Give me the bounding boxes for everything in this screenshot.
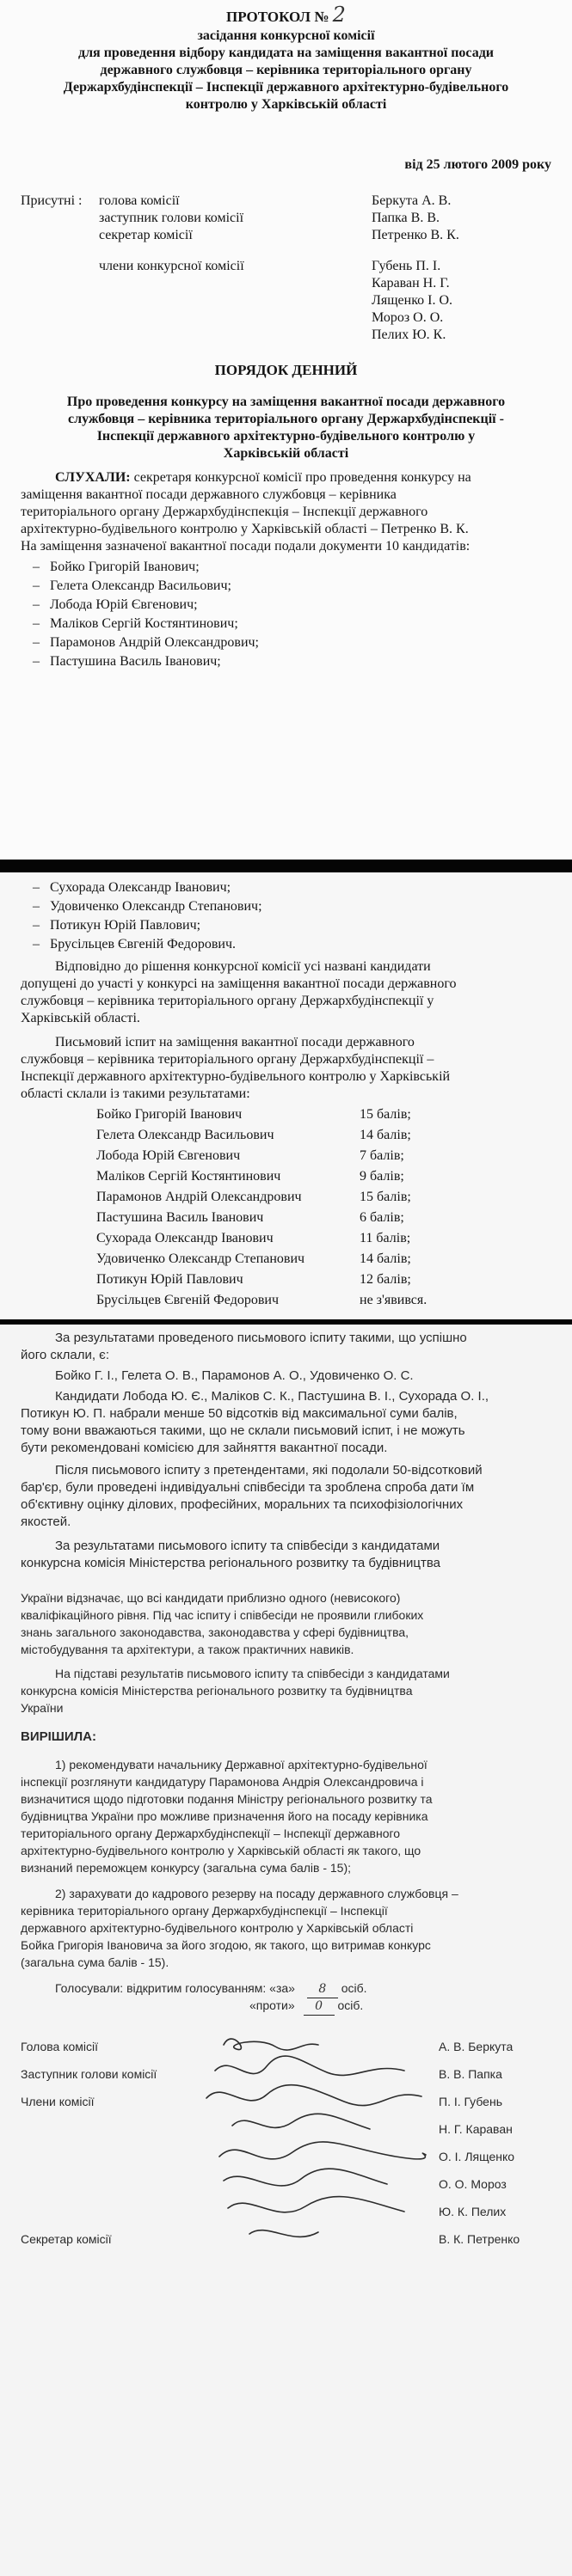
failed-line: Кандидати Лобода Ю. Є., Маліков С. К., Пастушина В. І., Сухорада О. І., [55, 1389, 489, 1404]
decision-line: визначитися щодо підготовки подання Міністру регіонального розвитку та [21, 1792, 433, 1806]
continuation-line: містобудування та архітектури, а також практичних навиків. [21, 1643, 354, 1656]
subject-line: Інспекції державного архітектурно-будівельного контролю у [96, 429, 476, 444]
title-line: для проведення відбору кандидата на заміщення вакантної посади [77, 46, 495, 60]
document-page-3 [0, 1325, 572, 2576]
continuation-line: кваліфікаційного рівня. Під час іспиту і співбесіди не проявили глибоких [21, 1608, 424, 1622]
exam-intro-line: Інспекції державного архітектурно-будівельного контролю у Харківській [21, 1069, 451, 1084]
result-name: Лобода Юрій Євгенович [96, 1148, 241, 1163]
signature-stroke [228, 2197, 404, 2212]
result-name: Бойко Григорій Іванович [96, 1107, 243, 1122]
attendance-name: Беркута А. В. [372, 193, 452, 208]
vote-line [55, 1979, 367, 1998]
result-line: конкурсна комісія Міністерства регіонального розвитку та будівництва [21, 1556, 441, 1570]
admission-line: службовця – керівника територіального органу Держархбудінспекції у [21, 994, 434, 1008]
signature-role: Голова комісії [21, 2040, 98, 2053]
continuation-line: України відзначає, що всі кандидати приблизно одного (невисокого) [21, 1591, 401, 1605]
signature-role: Секретар комісії [21, 2232, 112, 2246]
candidate-item: – Лобода Юрій Євгенович; [33, 597, 198, 614]
protocol-heading [0, 5, 572, 27]
decision-line: архітектурно-будівельного контролю у Харківській області як такого, що [21, 1844, 421, 1857]
signature-name: О. І. Лященко [439, 2150, 515, 2163]
result-score: 11 балів; [360, 1231, 411, 1245]
heard-label: СЛУХАЛИ: [55, 470, 131, 485]
decision-line: 2) зарахувати до кадрового резерву на посаду державного службовця – [55, 1887, 458, 1900]
signature-name: Н. Г. Караван [439, 2122, 513, 2136]
signature-name: А. В. Беркута [439, 2040, 514, 2053]
result-name: Маліков Сергій Костянтинович [96, 1169, 281, 1184]
signature-name: В. В. Папка [439, 2067, 502, 2081]
result-name: Брусільцев Євгеній Федорович [96, 1293, 279, 1307]
heard-line: На заміщення зазначеної вакантної посади подали документи 10 кандидатів: [21, 539, 471, 554]
signature-name: В. К. Петренко [439, 2232, 520, 2246]
exam-intro-line: Письмовий іспит на заміщення вакантної посади державного [55, 1035, 415, 1049]
member-name: Караван Н. Г. [372, 276, 450, 291]
result-name: Гелета Олександр Васильович [96, 1128, 274, 1142]
decided-label: ВИРІШИЛА: [21, 1729, 96, 1744]
decision-line: будівництва України про можливе призначення його на посаду керівника [21, 1809, 428, 1823]
attendance-role: заступник голови комісії [99, 211, 244, 225]
signature-stroke [224, 2169, 387, 2186]
subject-line: службовця – керівника територіального органу Держархбудінспекції - [68, 412, 504, 426]
continuation-line: знань загального законодавства, законодавства у сфері будівництва, [21, 1625, 409, 1639]
member-name: Пелих Ю. К. [372, 327, 446, 342]
decision-line: керівника територіального органу Держархбудінспекції – Інспекції [21, 1904, 388, 1918]
candidate-item: – Гелета Олександр Васильович; [33, 578, 231, 595]
attendance-name: Папка В. В. [372, 211, 440, 225]
decision-line: Бойка Григорія Івановича за його згодою, як такого, що витримав конкурс [21, 1938, 431, 1952]
title-line: державного службовця – керівника територіального органу [100, 63, 472, 77]
signature-stroke [232, 2114, 370, 2129]
member-name: Лященко І. О. [372, 293, 453, 308]
vote-for-count: 8 [307, 1980, 338, 1998]
result-name: Сухорада Олександр Іванович [96, 1231, 274, 1245]
decision-line: територіального органу Держархбудінспекції – Інспекції державного [21, 1826, 401, 1840]
candidate-item: – Брусільцев Євгеній Федорович. [33, 936, 236, 953]
result-name: Потикун Юрій Павлович [96, 1272, 243, 1287]
interview-line: бар'єр, були проведені індивідуальні співбесіди та зроблена спроба дати їм [21, 1480, 475, 1495]
candidate-item: – Сухорада Олександр Іванович; [33, 879, 231, 896]
result-score: 15 балів; [360, 1107, 411, 1122]
vote-against-label: «проти» [249, 1998, 295, 2012]
result-score: 12 балів; [360, 1272, 411, 1287]
exam-intro-line: області склали із такими результатами: [21, 1086, 250, 1101]
basis-line: України [21, 1701, 64, 1715]
subject-line: Харківській області [223, 446, 349, 461]
document-page-2 [0, 872, 572, 1319]
interview-line: якостей. [21, 1514, 71, 1529]
decision-line: державного архітектурно-будівельного контролю у Харківській області [21, 1921, 414, 1935]
decision-line: визнаний переможцем конкурсу (загальна сума балів - 15); [21, 1861, 352, 1875]
title-line: засідання конкурсної комісії [197, 28, 375, 43]
signature-stroke [219, 2142, 426, 2159]
signature-role: Заступник голови комісії [21, 2067, 157, 2081]
candidate-item: – Маліков Сергій Костянтинович; [33, 615, 238, 633]
result-score: 9 балів; [360, 1169, 404, 1184]
attendance-role: секретар комісії [99, 228, 193, 242]
attendance-role: голова комісії [99, 193, 180, 208]
signature-role: Члени комісії [21, 2095, 95, 2108]
result-score: 15 балів; [360, 1190, 411, 1204]
failed-line: Потикун Ю. П. набрали менше 50 відсотків від максимальної суми балів, [21, 1406, 458, 1421]
passed-line: його склали, є: [21, 1348, 109, 1362]
heard-line: секретаря конкурсної комісії про проведення конкурсу на [133, 470, 471, 485]
title-line: контролю у Харківській області [185, 97, 387, 112]
failed-line: тому вони вважаються такими, що не склали письмовий іспит, і не можуть [21, 1423, 465, 1438]
candidate-item: – Удовиченко Олександр Степанович; [33, 898, 262, 915]
agenda-subject [17, 394, 555, 462]
page-separator [0, 860, 572, 872]
vote-label: Голосували: відкритим голосуванням: «за» [55, 1981, 295, 1995]
vote-persons: осіб. [337, 1998, 364, 2012]
interview-line: Після письмового іспиту з претендентами, які подолали 50-відсотковий [55, 1463, 483, 1478]
interview-line: об'єктивну оцінку ділових, професійних, моральних та психофізіологічних [21, 1497, 464, 1512]
basis-line: На підставі результатів письмового іспиту та співбесіди з кандидатами [55, 1667, 450, 1680]
protocol-title [0, 28, 572, 113]
present-label: Присутні : [21, 193, 83, 208]
handwritten-signatures [198, 2028, 439, 2251]
protocol-date: від 25 лютого 2009 року [404, 157, 551, 172]
passed-line: За результатами проведеного письмового іспиту такими, що успішно [55, 1331, 467, 1345]
passed-names: Бойко Г. І., Гелета О. В., Парамонов А. О., Удовиченко О. С. [55, 1368, 414, 1383]
admission-line: Відповідно до рішення конкурсної комісії усі названі кандидати [55, 959, 431, 974]
protocol-number: 2 [332, 3, 346, 27]
result-score: 14 балів; [360, 1251, 411, 1266]
admission-line: Харківській області. [21, 1011, 140, 1025]
member-name: Губень П. І. [372, 259, 441, 273]
candidate-item: – Парамонов Андрій Олександрович; [33, 634, 259, 652]
result-score: не з'явився. [360, 1293, 427, 1307]
candidate-item: – Пастушина Василь Іванович; [33, 653, 221, 670]
agenda-heading: ПОРЯДОК ДЕННИЙ [214, 362, 358, 378]
heard-paragraph-line-1 [55, 469, 471, 486]
failed-line: бути рекомендовані комісією для зайняття вакантної посади. [21, 1441, 388, 1455]
heard-line: заміщення вакантної посади державного службовця – керівника [21, 487, 397, 502]
signature-stroke [249, 2230, 318, 2237]
decision-line: 1) рекомендувати начальнику Державної архітектурно-будівельної [55, 1758, 427, 1771]
candidate-item: – Бойко Григорій Іванович; [33, 559, 200, 576]
vote-persons: осіб. [341, 1981, 367, 1995]
admission-line: допущені до участі у конкурсі на заміщення вакантної посади державного [21, 976, 457, 991]
decision-line: інспекції розглянути кандидатуру Парамонова Андрія Олександровича і [21, 1775, 424, 1789]
signature-stroke [215, 2056, 404, 2075]
result-name: Пастушина Василь Іванович [96, 1210, 264, 1225]
protocol-label: ПРОТОКОЛ № [226, 9, 329, 25]
subject-line: Про проведення конкурсу на заміщення вакантної посади державного [66, 395, 506, 409]
vote-against-line [249, 1997, 363, 2016]
document-page-1 [0, 0, 572, 860]
decision-line: (загальна сума балів - 15). [21, 1955, 169, 1969]
signature-name: Ю. К. Пелих [439, 2205, 507, 2218]
heard-line: архітектурно-будівельного контролю у Харківській області – Петренко В. К. [21, 522, 469, 536]
signature-stroke [224, 2039, 318, 2050]
result-score: 6 балів; [360, 1210, 404, 1225]
result-name: Удовиченко Олександр Степанович [96, 1251, 305, 1266]
candidate-item: – Потикун Юрій Павлович; [33, 917, 200, 934]
vote-against-count: 0 [304, 1998, 335, 2016]
result-score: 14 балів; [360, 1128, 411, 1142]
result-line: За результатами письмового іспиту та співбесіди з кандидатами [55, 1539, 440, 1553]
heard-line: територіального органу Держархбудінспекція – Інспекції державного [21, 505, 428, 519]
signature-stroke [206, 2085, 421, 2106]
title-line: Держархбудінспекції – Інспекції державного архітектурно-будівельного [63, 80, 509, 95]
attendance-name: Петренко В. К. [372, 228, 459, 242]
members-role: члени конкурсної комісії [99, 259, 244, 273]
result-name: Парамонов Андрій Олександрович [96, 1190, 302, 1204]
signature-name: О. О. Мороз [439, 2177, 507, 2191]
exam-intro-line: службовця – керівника територіального органу Держархбудінспекції – [21, 1052, 434, 1067]
basis-line: конкурсна комісія Міністерства регіонального розвитку та будівництва [21, 1684, 413, 1698]
result-score: 7 балів; [360, 1148, 404, 1163]
member-name: Мороз О. О. [372, 310, 444, 325]
signature-name: П. І. Губень [439, 2095, 502, 2108]
